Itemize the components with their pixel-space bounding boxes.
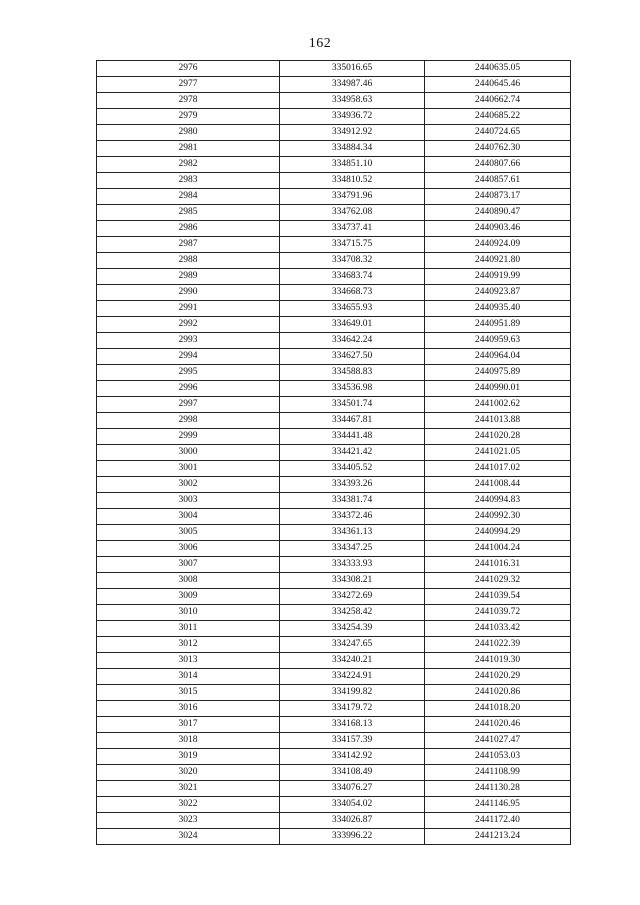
x-coordinate-cell: 334333.93: [280, 557, 425, 573]
coordinate-table: [96, 60, 571, 845]
y-coordinate-cell: 2440662.74: [425, 93, 571, 109]
y-coordinate-cell: 2440951.89: [425, 317, 571, 333]
x-coordinate-cell: 334467.81: [280, 413, 425, 429]
point-id-cell: 2993: [97, 333, 280, 349]
x-coordinate-cell: 334655.93: [280, 301, 425, 317]
table-row: [97, 189, 571, 205]
y-coordinate-cell: 2441039.72: [425, 605, 571, 621]
x-coordinate-cell: 334054.02: [280, 797, 425, 813]
point-id-cell: 3023: [97, 813, 280, 829]
point-id-cell: 2998: [97, 413, 280, 429]
x-coordinate-cell: 334142.92: [280, 749, 425, 765]
table-row: [97, 653, 571, 669]
y-coordinate-cell: 2441020.29: [425, 669, 571, 685]
x-coordinate-cell: 334405.52: [280, 461, 425, 477]
table-row: [97, 781, 571, 797]
y-coordinate-cell: 2441033.42: [425, 621, 571, 637]
y-coordinate-cell: 2441016.31: [425, 557, 571, 573]
table-row: [97, 125, 571, 141]
x-coordinate-cell: 334308.21: [280, 573, 425, 589]
x-coordinate-cell: 334254.39: [280, 621, 425, 637]
x-coordinate-cell: 334381.74: [280, 493, 425, 509]
point-id-cell: 2984: [97, 189, 280, 205]
y-coordinate-cell: 2440990.01: [425, 381, 571, 397]
y-coordinate-cell: 2441004.24: [425, 541, 571, 557]
point-id-cell: 3014: [97, 669, 280, 685]
table-row: [97, 77, 571, 93]
x-coordinate-cell: 334958.63: [280, 93, 425, 109]
point-id-cell: 3021: [97, 781, 280, 797]
table-row: [97, 141, 571, 157]
point-id-cell: 3004: [97, 509, 280, 525]
x-coordinate-cell: 334179.72: [280, 701, 425, 717]
y-coordinate-cell: 2440724.65: [425, 125, 571, 141]
point-id-cell: 3009: [97, 589, 280, 605]
table-row: [97, 493, 571, 509]
table-row: [97, 685, 571, 701]
y-coordinate-cell: 2440645.46: [425, 77, 571, 93]
x-coordinate-cell: 334168.13: [280, 717, 425, 733]
x-coordinate-cell: 334668.73: [280, 285, 425, 301]
x-coordinate-cell: 334026.87: [280, 813, 425, 829]
x-coordinate-cell: 334372.46: [280, 509, 425, 525]
y-coordinate-cell: 2441013.88: [425, 413, 571, 429]
point-id-cell: 3003: [97, 493, 280, 509]
table-row: [97, 621, 571, 637]
x-coordinate-cell: 334884.34: [280, 141, 425, 157]
x-coordinate-cell: 334762.08: [280, 205, 425, 221]
table-row: [97, 669, 571, 685]
y-coordinate-cell: 2440935.40: [425, 301, 571, 317]
point-id-cell: 2976: [97, 61, 280, 77]
x-coordinate-cell: 334737.41: [280, 221, 425, 237]
x-coordinate-cell: 334536.98: [280, 381, 425, 397]
y-coordinate-cell: 2440959.63: [425, 333, 571, 349]
table-row: [97, 733, 571, 749]
point-id-cell: 2989: [97, 269, 280, 285]
table-row: [97, 477, 571, 493]
y-coordinate-cell: 2441027.47: [425, 733, 571, 749]
point-id-cell: 3013: [97, 653, 280, 669]
x-coordinate-cell: 334247.65: [280, 637, 425, 653]
table-row: [97, 253, 571, 269]
x-coordinate-cell: 334361.13: [280, 525, 425, 541]
table-row: [97, 701, 571, 717]
x-coordinate-cell: 334347.25: [280, 541, 425, 557]
x-coordinate-cell: 334708.32: [280, 253, 425, 269]
x-coordinate-cell: 334108.49: [280, 765, 425, 781]
x-coordinate-cell: 334987.46: [280, 77, 425, 93]
x-coordinate-cell: 334272.69: [280, 589, 425, 605]
point-id-cell: 2987: [97, 237, 280, 253]
point-id-cell: 3008: [97, 573, 280, 589]
table-row: [97, 589, 571, 605]
table-row: [97, 349, 571, 365]
x-coordinate-cell: 334912.92: [280, 125, 425, 141]
table-row: [97, 269, 571, 285]
point-id-cell: 3000: [97, 445, 280, 461]
y-coordinate-cell: 2441020.28: [425, 429, 571, 445]
y-coordinate-cell: 2440994.83: [425, 493, 571, 509]
y-coordinate-cell: 2440923.87: [425, 285, 571, 301]
x-coordinate-cell: 333996.22: [280, 829, 425, 845]
table-row: [97, 333, 571, 349]
point-id-cell: 3011: [97, 621, 280, 637]
table-row: [97, 749, 571, 765]
x-coordinate-cell: 334588.83: [280, 365, 425, 381]
y-coordinate-cell: 2441021.05: [425, 445, 571, 461]
x-coordinate-cell: 334715.75: [280, 237, 425, 253]
table-row: [97, 365, 571, 381]
y-coordinate-cell: 2440964.04: [425, 349, 571, 365]
point-id-cell: 3017: [97, 717, 280, 733]
table-row: [97, 813, 571, 829]
x-coordinate-cell: 334199.82: [280, 685, 425, 701]
y-coordinate-cell: 2440685.22: [425, 109, 571, 125]
point-id-cell: 3016: [97, 701, 280, 717]
table-row: [97, 461, 571, 477]
y-coordinate-cell: 2441017.02: [425, 461, 571, 477]
point-id-cell: 3005: [97, 525, 280, 541]
table-row: [97, 637, 571, 653]
table-row: [97, 829, 571, 845]
y-coordinate-cell: 2440921.80: [425, 253, 571, 269]
point-id-cell: 2985: [97, 205, 280, 221]
table-row: [97, 381, 571, 397]
y-coordinate-cell: 2440807.66: [425, 157, 571, 173]
table-row: [97, 797, 571, 813]
y-coordinate-cell: 2440919.99: [425, 269, 571, 285]
x-coordinate-cell: 334240.21: [280, 653, 425, 669]
point-id-cell: 2992: [97, 317, 280, 333]
table-row: [97, 173, 571, 189]
y-coordinate-cell: 2440762.30: [425, 141, 571, 157]
table-row: [97, 301, 571, 317]
point-id-cell: 3020: [97, 765, 280, 781]
x-coordinate-cell: 334642.24: [280, 333, 425, 349]
point-id-cell: 2982: [97, 157, 280, 173]
table-row: [97, 109, 571, 125]
x-coordinate-cell: 334076.27: [280, 781, 425, 797]
y-coordinate-cell: 2441020.46: [425, 717, 571, 733]
point-id-cell: 3024: [97, 829, 280, 845]
x-coordinate-cell: 334936.72: [280, 109, 425, 125]
table-row: [97, 557, 571, 573]
point-id-cell: 2986: [97, 221, 280, 237]
y-coordinate-cell: 2441008.44: [425, 477, 571, 493]
point-id-cell: 3010: [97, 605, 280, 621]
y-coordinate-cell: 2440924.09: [425, 237, 571, 253]
coordinate-table-body: [97, 61, 571, 845]
x-coordinate-cell: 334851.10: [280, 157, 425, 173]
x-coordinate-cell: 334649.01: [280, 317, 425, 333]
x-coordinate-cell: 334393.26: [280, 477, 425, 493]
y-coordinate-cell: 2441018.20: [425, 701, 571, 717]
table-row: [97, 237, 571, 253]
y-coordinate-cell: 2441213.24: [425, 829, 571, 845]
y-coordinate-cell: 2441053.03: [425, 749, 571, 765]
table-row: [97, 93, 571, 109]
point-id-cell: 2981: [97, 141, 280, 157]
point-id-cell: 2977: [97, 77, 280, 93]
table-row: [97, 221, 571, 237]
y-coordinate-cell: 2440635.05: [425, 61, 571, 77]
y-coordinate-cell: 2441172.40: [425, 813, 571, 829]
point-id-cell: 3006: [97, 541, 280, 557]
x-coordinate-cell: 335016.65: [280, 61, 425, 77]
point-id-cell: 2990: [97, 285, 280, 301]
table-row: [97, 285, 571, 301]
y-coordinate-cell: 2440873.17: [425, 189, 571, 205]
table-row: [97, 765, 571, 781]
table-row: [97, 605, 571, 621]
table-row: [97, 429, 571, 445]
y-coordinate-cell: 2440857.61: [425, 173, 571, 189]
point-id-cell: 2979: [97, 109, 280, 125]
x-coordinate-cell: 334258.42: [280, 605, 425, 621]
point-id-cell: 3001: [97, 461, 280, 477]
point-id-cell: 2999: [97, 429, 280, 445]
table-row: [97, 541, 571, 557]
y-coordinate-cell: 2441108.99: [425, 765, 571, 781]
x-coordinate-cell: 334627.50: [280, 349, 425, 365]
y-coordinate-cell: 2440992.30: [425, 509, 571, 525]
table-row: [97, 61, 571, 77]
y-coordinate-cell: 2441020.86: [425, 685, 571, 701]
y-coordinate-cell: 2441130.28: [425, 781, 571, 797]
x-coordinate-cell: 334810.52: [280, 173, 425, 189]
x-coordinate-cell: 334157.39: [280, 733, 425, 749]
y-coordinate-cell: 2441019.30: [425, 653, 571, 669]
x-coordinate-cell: 334224.91: [280, 669, 425, 685]
point-id-cell: 3019: [97, 749, 280, 765]
point-id-cell: 2991: [97, 301, 280, 317]
point-id-cell: 3007: [97, 557, 280, 573]
table-row: [97, 317, 571, 333]
y-coordinate-cell: 2440975.89: [425, 365, 571, 381]
y-coordinate-cell: 2440903.46: [425, 221, 571, 237]
x-coordinate-cell: 334441.48: [280, 429, 425, 445]
table-row: [97, 573, 571, 589]
point-id-cell: 2980: [97, 125, 280, 141]
x-coordinate-cell: 334683.74: [280, 269, 425, 285]
table-row: [97, 717, 571, 733]
point-id-cell: 2996: [97, 381, 280, 397]
x-coordinate-cell: 334421.42: [280, 445, 425, 461]
y-coordinate-cell: 2441029.32: [425, 573, 571, 589]
point-id-cell: 3022: [97, 797, 280, 813]
y-coordinate-cell: 2441022.39: [425, 637, 571, 653]
page-number: 162: [308, 36, 332, 51]
table-row: [97, 397, 571, 413]
y-coordinate-cell: 2440994.29: [425, 525, 571, 541]
point-id-cell: 2995: [97, 365, 280, 381]
point-id-cell: 3018: [97, 733, 280, 749]
point-id-cell: 2978: [97, 93, 280, 109]
table-row: [97, 445, 571, 461]
table-row: [97, 157, 571, 173]
y-coordinate-cell: 2440890.47: [425, 205, 571, 221]
point-id-cell: 3015: [97, 685, 280, 701]
x-coordinate-cell: 334501.74: [280, 397, 425, 413]
point-id-cell: 3012: [97, 637, 280, 653]
point-id-cell: 2994: [97, 349, 280, 365]
y-coordinate-cell: 2441039.54: [425, 589, 571, 605]
point-id-cell: 3002: [97, 477, 280, 493]
table-row: [97, 205, 571, 221]
table-row: [97, 509, 571, 525]
point-id-cell: 2988: [97, 253, 280, 269]
table-row: [97, 525, 571, 541]
y-coordinate-cell: 2441146.95: [425, 797, 571, 813]
y-coordinate-cell: 2441002.62: [425, 397, 571, 413]
x-coordinate-cell: 334791.96: [280, 189, 425, 205]
point-id-cell: 2983: [97, 173, 280, 189]
point-id-cell: 2997: [97, 397, 280, 413]
table-row: [97, 413, 571, 429]
